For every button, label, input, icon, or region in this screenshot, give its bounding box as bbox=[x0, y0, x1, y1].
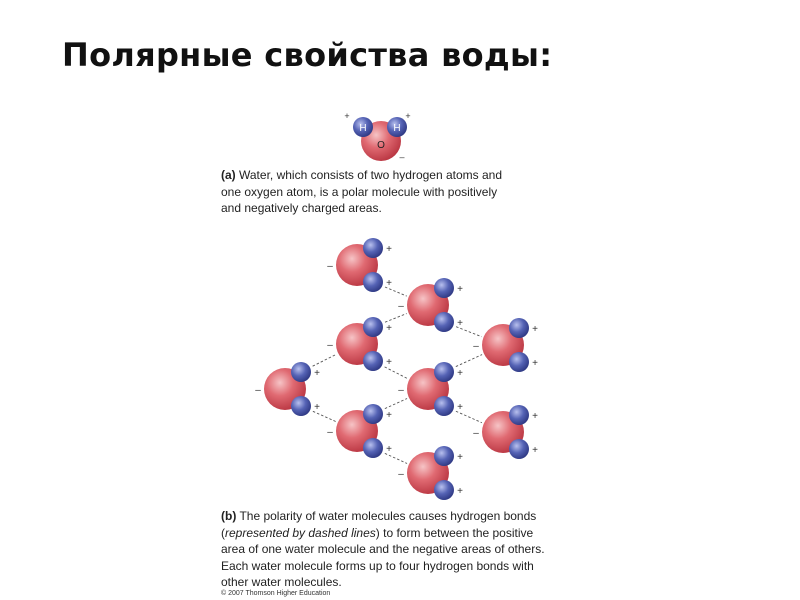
water-molecule bbox=[327, 238, 392, 292]
hydrogen-atom bbox=[434, 362, 454, 382]
hydrogen-atom bbox=[434, 312, 454, 332]
hydrogen-atom bbox=[363, 238, 383, 258]
hydrogen-atom bbox=[363, 272, 383, 292]
water-molecule bbox=[327, 404, 392, 458]
hydrogen-atom bbox=[509, 352, 529, 372]
partial-positive-sign: + bbox=[457, 284, 463, 295]
partial-positive-sign: + bbox=[532, 411, 538, 422]
hydrogen-atom bbox=[363, 317, 383, 337]
hydrogen-atom bbox=[509, 318, 529, 338]
hydrogen-atom bbox=[291, 362, 311, 382]
caption-b-line2-italic: represented by dashed lines bbox=[225, 525, 376, 540]
hydrogen-bond-line bbox=[385, 399, 407, 409]
partial-positive-sign: + bbox=[532, 445, 538, 456]
partial-positive-sign: + bbox=[314, 368, 320, 379]
hydrogen-bond-line bbox=[313, 354, 337, 366]
partial-negative-sign: – bbox=[473, 428, 479, 439]
hydrogen-label-left: H bbox=[359, 123, 367, 134]
water-molecule bbox=[473, 318, 538, 372]
hydrogen-bond-line bbox=[456, 355, 482, 367]
hydrogen-atom bbox=[363, 438, 383, 458]
partial-positive-sign: + bbox=[386, 357, 392, 368]
hydrogen-atom bbox=[434, 446, 454, 466]
hydrogen-bond-network bbox=[255, 238, 538, 500]
caption-b-tag: (b) bbox=[221, 509, 237, 523]
hydrogen-atom bbox=[434, 480, 454, 500]
partial-negative-sign: – bbox=[255, 385, 261, 396]
water-molecule bbox=[398, 446, 463, 500]
partial-negative-sign: – bbox=[327, 261, 333, 272]
caption-a-line3: and negatively charged areas. bbox=[221, 201, 382, 215]
water-molecule bbox=[327, 317, 392, 371]
partial-negative-sign: – bbox=[327, 427, 333, 438]
hydrogen-atom bbox=[363, 404, 383, 424]
caption-b-line2-rest: ) to form between the positive bbox=[375, 525, 534, 540]
water-molecule bbox=[398, 278, 463, 332]
partial-positive-sign: + bbox=[386, 410, 392, 421]
water-molecule bbox=[255, 362, 320, 416]
copyright-notice: © 2007 Thomson Higher Education bbox=[221, 590, 331, 597]
caption-a-line2: one oxygen atom, is a polar molecule with positively bbox=[221, 184, 498, 199]
hydrogen-atom bbox=[291, 396, 311, 416]
caption-b-line5: other water molecules. bbox=[221, 575, 342, 589]
caption-b-line3: area of one water molecule and the negative areas of others. bbox=[221, 542, 545, 556]
partial-positive-sign: + bbox=[532, 324, 538, 335]
caption-a-tag: (a) bbox=[221, 168, 236, 182]
partial-negative-sign: – bbox=[473, 341, 479, 352]
partial-positive-sign: + bbox=[457, 486, 463, 497]
hydrogen-atom bbox=[509, 439, 529, 459]
hydrogen-atom bbox=[363, 351, 383, 371]
caption-a-line1: Water, which consists of two hydrogen atoms and bbox=[235, 168, 503, 182]
partial-positive-sign: + bbox=[314, 402, 320, 413]
single-water-molecule bbox=[344, 111, 410, 162]
minus-sign: – bbox=[399, 152, 405, 162]
partial-positive-sign: + bbox=[457, 452, 463, 463]
water-molecule bbox=[473, 405, 538, 459]
hydrogen-atom bbox=[434, 396, 454, 416]
partial-positive-sign: + bbox=[532, 358, 538, 369]
partial-positive-sign: + bbox=[457, 368, 463, 379]
partial-negative-sign: – bbox=[398, 385, 404, 396]
hydrogen-bond-line bbox=[385, 367, 408, 379]
hydrogen-bond-line bbox=[385, 314, 407, 323]
caption-b-line2-open: ( bbox=[221, 525, 225, 540]
partial-positive-sign: + bbox=[457, 402, 463, 413]
caption-b bbox=[221, 508, 545, 591]
partial-positive-sign: + bbox=[457, 318, 463, 329]
partial-positive-sign: + bbox=[386, 444, 392, 455]
partial-positive-sign: + bbox=[386, 323, 392, 334]
hydrogen-label-right: H bbox=[393, 123, 401, 134]
caption-a bbox=[221, 167, 502, 217]
caption-b-line1: The polarity of water molecules causes hydrogen bonds bbox=[236, 509, 537, 523]
slide-title: Полярные свойства воды: bbox=[62, 36, 553, 74]
partial-negative-sign: – bbox=[327, 340, 333, 351]
water-molecule bbox=[398, 362, 463, 416]
plus-sign-right: + bbox=[405, 111, 411, 121]
partial-positive-sign: + bbox=[386, 244, 392, 255]
oxygen-label: O bbox=[377, 140, 385, 151]
partial-positive-sign: + bbox=[386, 278, 392, 289]
caption-b-line4: Each water molecule forms up to four hydrogen bonds with bbox=[221, 558, 534, 573]
hydrogen-atom bbox=[434, 278, 454, 298]
hydrogen-atom bbox=[509, 405, 529, 425]
water-molecules bbox=[255, 238, 538, 500]
partial-negative-sign: – bbox=[398, 301, 404, 312]
plus-sign-left: + bbox=[344, 111, 350, 121]
partial-negative-sign: – bbox=[398, 469, 404, 480]
